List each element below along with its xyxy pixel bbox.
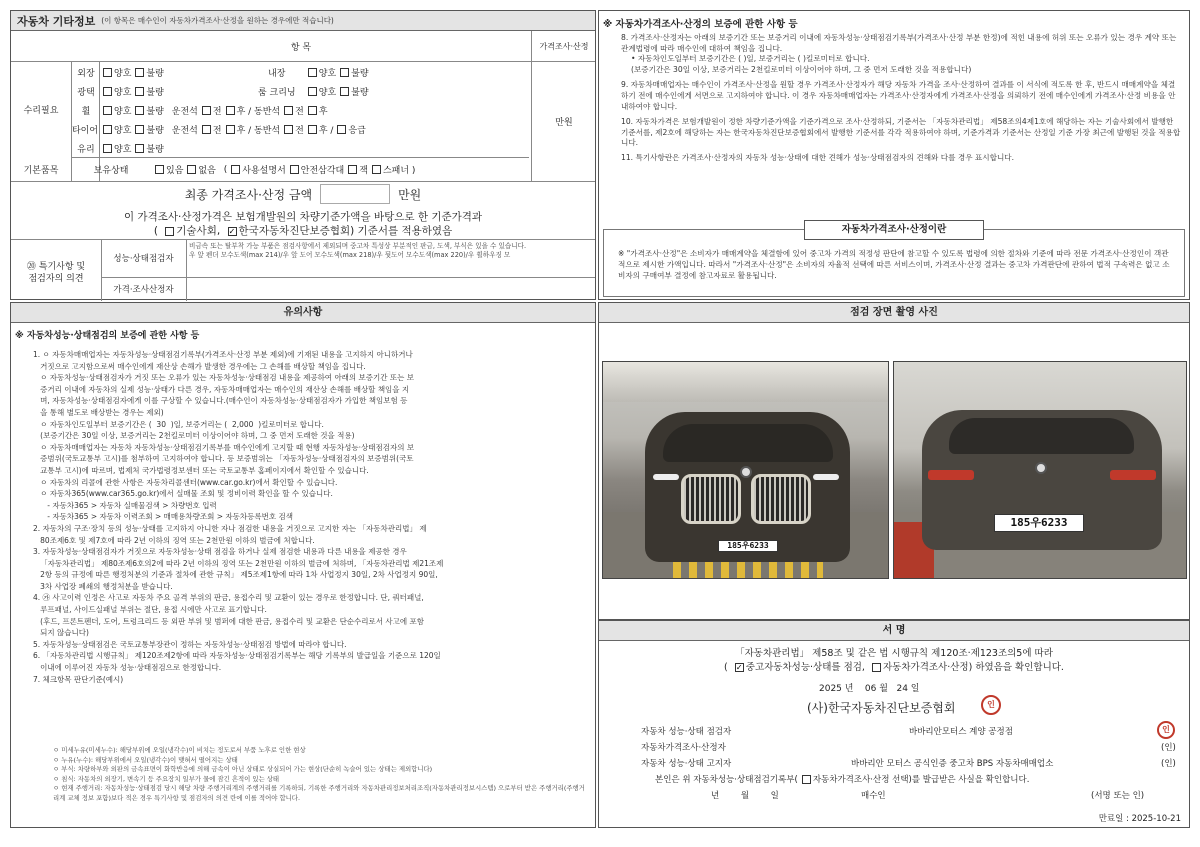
definition-text: ※ "가격조사·산정"은 소비자가 매매계약을 체결함에 있어 중고차 가격의 적정성 판단에 참고할 수 있도록 법령에 의한 절차와 기준에 따라 전문 가격조사·산정인이 객관적으로 제시한 가액입니다. 따라서 "가격조사·산정"은 소비자의 자율적 선택에 따른 서비스이며, 가격조사·산정 결과는 중고차 가격판단에 관하여 법적 구속력은 없고 소비자의 구매여부 결정에 참고자료로 활용됩니다. <box>618 249 1170 280</box>
notes-criteria-line: ㅇ 누유(누수): 해당부위에서 오일(냉각수)이 맺혀서 떨어지는 상태 <box>53 755 238 764</box>
photos-section <box>598 302 1190 620</box>
checkbox[interactable] <box>135 68 144 77</box>
checkbox[interactable] <box>103 144 112 153</box>
checkbox-inspection[interactable]: ✓ <box>735 663 743 672</box>
association-seal: 인 <box>981 695 1001 715</box>
signature-section <box>598 620 1190 828</box>
notes-line: 증범위(국토교통부 고시)를 첨부하여 고지하여야 합니다. 등 보증범위는 「자동차성능·상태점검자의 보증범위(국토 <box>33 454 414 464</box>
notes-line: - 자동차365 > 자동차 이력조회 > 매매용차량조회 > 자동차등록번호 검색 <box>33 512 294 522</box>
section-title: 자동차 기타정보 <box>17 14 96 28</box>
final-price-input[interactable] <box>320 184 390 204</box>
notes-line: 3차 사업장 폐쇄의 행정처분을 받습니다. <box>33 581 173 591</box>
rear-license-plate: 185우6233 <box>994 514 1084 532</box>
guarantee-p8: 8. 가격조사·산정자는 아래의 보증기간 또는 보증거리 이내에 자동차성능·상태점검기록부(가격조사·산정 부분 한정)에 적힌 내용에 허위 또는 오류가 있는 경우 계약 또는 관계법령에 따라 매수인에 대하여 책임을 집니다. <box>621 33 1177 53</box>
repair-row-gloss: 광택 양호 불량 룸 크리닝 양호 불량 <box>77 87 369 98</box>
signer-row-1: 자동차 성능·상태 점검자 바바리안모터스 계양 공정점 인 <box>641 725 1179 739</box>
checkbox[interactable] <box>308 125 317 134</box>
repair-row-exterior: 외장 양호 불량 내장 양호 불량 <box>77 68 369 79</box>
guarantee-p8b: • 자동차인도일부터 보증기간은 ( )일, 보증거리는 ( )킬로미터로 합니다. <box>631 54 870 64</box>
checkbox[interactable] <box>103 87 112 96</box>
price-header: 가격조사·산정 <box>539 41 589 51</box>
notes-criteria-line: ㅇ 미세누유(미세누수): 해당부위에 오일(냉각수)이 비치는 정도로서 부품 노후로 인한 현상 <box>53 746 306 754</box>
notes-line: ㅇ 자동차성능·상태점검자가 거짓 또는 오류가 있는 자동차성능·상태점검 내용을 제공하여 아래의 보증기간 또는 보 <box>33 373 415 383</box>
checkbox[interactable] <box>135 87 144 96</box>
receipt-line: 본인은 위 자동차성능·상태점검기록부( 자동차가격조사·산정 선택)를 발급받은 사실을 확인합니다. <box>655 775 1030 785</box>
checkbox[interactable] <box>284 125 293 134</box>
checkbox[interactable] <box>308 87 317 96</box>
notes-line: 80조제6호 및 제7호에 따라 2년 이하의 징역 또는 2천만원 이하의 벌금에 처합니다. <box>33 535 315 545</box>
checkbox[interactable] <box>372 165 381 174</box>
notes-line: 을 통해 별도로 배상받는 경우는 제외) <box>33 407 164 417</box>
notes-line: - 자동차365 > 자동차 실매물검색 > 차량번호 입력 <box>33 500 217 510</box>
checkbox[interactable] <box>187 165 196 174</box>
notes-criteria-line: ㅇ 현재 주행거리: 자동차성능·상태점검 당시 해당 차량 주행거리계의 주행거리를 기록하되, 기록한 주행거리와 자동차관리정보처리조직(자동차관리정보시스템) 으로부터 받은 주행거리(주행거리계 교체 정보 포함)보다 적은 경우 특기사항 및 점검자의 의견 란에 이를 적어야 합니다. <box>53 784 585 802</box>
repair-row-glass: 유리 양호 불량 <box>77 144 164 155</box>
notes-line: 이내에 이루어진 자동차 성능·상태점검으로 한정합니다. <box>33 663 222 673</box>
repair-row-wheel: 휠 양호 불량 운전석 전 후 / 동반석 전 후 <box>81 106 328 117</box>
checkbox[interactable] <box>202 125 211 134</box>
inspection-label: 성능·상태점검자 <box>113 254 174 264</box>
notes-criteria-line: ㅇ 침식: 자동차의 외장기, 변속기 등 주요장치 일부가 물에 잠긴 흔적이 있는 상태 <box>53 774 280 783</box>
notes-line: 「자동차관리법」 제80조제6호의2에 따라 2년 이하의 징역 또는 2천만원 이하의 벌금에 처하며, 「자동차관리법 제21조제 <box>33 558 444 568</box>
checkbox[interactable] <box>103 68 112 77</box>
confirm-line: ( ✓ 중고자동차성능·상태를 점검, 자동차가격조사·산정) 하였음을 확인합니다. <box>724 662 1064 673</box>
final-price-unit: 만원 <box>398 187 422 202</box>
notes-line: ㅇ 자동차의 리콜에 관한 사항은 자동차리콜센터(www.car.go.kr)에서 확인할 수 있습니다. <box>33 477 338 487</box>
checkbox[interactable] <box>103 125 112 134</box>
checkbox-appraisal[interactable] <box>872 663 881 672</box>
checkbox[interactable] <box>231 165 240 174</box>
checkbox[interactable] <box>135 106 144 115</box>
notes-line: 1. ㅇ 자동차매매업자는 자동차성능·상태점검기록부(가격조사·산정 부분 제외)에 기재된 내용을 고지하지 아니하거나 <box>33 350 413 359</box>
signer-row-2: 자동차가격조사·산정자 (인) <box>641 743 1176 753</box>
section-subtitle: (이 항목은 매수인이 자동차가격조사·산정을 원하는 경우에만 적습니다) <box>101 16 334 25</box>
price-unit: 만원 <box>555 117 573 128</box>
notes-line: 2항 등의 규정에 따른 행정처분의 기준과 절차에 관한 규칙」 제5조제1항에 따라 1차 사업정지 30일, 2차 사업정지 90일, <box>33 570 438 580</box>
guarantee-title: ※ 자동차가격조사·산정의 보증에 관한 사항 등 <box>603 19 798 30</box>
guarantee-p9: 9. 자동차매매업자는 매수인이 가격조사·산정을 원할 경우 가격조사·산정자가 해당 자동차 가격을 조사·산정하여 결과를 이 서식에 적도록 한 후, 반드시 매매계약을 체결하기 전에 매수인에게 서면으로 고지하여야 합니다. 이 경우 자동차매매업자는 가격조사·산정자에게 가격조사·산정을 의뢰하기 전에 매수인에게 가격조사·산정 비용을 안내하여야 합니다. <box>621 80 1176 111</box>
notes-line: 4. ㉮ 사고이력 인정은 사고로 자동차 주요 골격 부위의 판금, 용접수리 및 교환이 있는 경우로 한정합니다. 단, 쿼터패널, <box>33 593 424 603</box>
checkbox-tech-society[interactable] <box>165 227 174 236</box>
checkbox[interactable] <box>226 125 235 134</box>
checkbox[interactable] <box>284 106 293 115</box>
rear-car-photo <box>893 361 1187 579</box>
notes-line: 거짓으로 고지함으로써 매수인에게 재산상 손해가 발생한 경우에는 그 손해를 배상할 책임을 집니다. <box>33 361 366 371</box>
notes-line: ㅇ 자동차매매업자는 자동차 자동차성능·상태점검기록부를 매수인에게 고지할 때 현행 자동차성능·상태점검자의 보 <box>33 442 415 452</box>
notes-line: (보증기간은 30일 이상, 보증거리는 2천킬로미터 이상이어야 하며, 그 중 먼저 도래한 것을 적용) <box>33 431 355 441</box>
notes-line: 5. 자동차성능·상태점검은 국토교통부장관이 정하는 자동차성능·상태점검 방법에 따라야 합니다. <box>33 639 347 649</box>
buyer-row: 년 월 일 매수인 (서명 또는 인) <box>711 791 1145 801</box>
checkbox[interactable] <box>290 165 299 174</box>
signer-row-3: 자동차 성능·상태 고지자 바바리안 모터스 공식인증 중고차 BPS 자동차매매업소 (인) <box>641 759 1176 769</box>
guarantee-p11: 11. 특기사항란은 가격조사·산정자의 자동차 성능·상태에 대한 견해가 성능·상태점검자의 견해와 다를 경우 표시합니다. <box>621 152 1015 162</box>
notes-title: 유의사항 <box>283 307 323 318</box>
checkbox[interactable] <box>135 144 144 153</box>
notes-line: 6. 「자동차관리법 시행규칙」 제120조제2항에 따라 자동차성능·상태점검기록부는 해당 기록부의 발급일을 기준으로 120일 <box>33 651 441 661</box>
final-price-label: 최종 가격조사·산정 금액 <box>184 187 313 202</box>
checkbox[interactable] <box>348 165 357 174</box>
definition-title: 자동차가격조사·산정이란 <box>804 220 984 240</box>
price-guarantee-section <box>598 10 1190 300</box>
appraisal-label: 가격·조사산정자 <box>113 285 174 295</box>
checkbox[interactable] <box>308 68 317 77</box>
notes-line: 7. 체크항목 판단기준(예시) <box>33 674 124 684</box>
repair-row-tire: 타이어 양호 불량 운전석 전 후 / 동반석 전 후 / 응급 <box>71 125 366 136</box>
checkbox[interactable] <box>202 106 211 115</box>
guarantee-p10: 10. 자동차가격은 보험개발원이 정한 차량기준가액을 기준가격으로 조사·산정하되, 기준서는 「자동차관리법」 제58조의4제1호에 해당하는 자는 기술사회에서 발행한 기준서를, 제2호에 해당하는 자는 한국자동차진단보증협회에서 발행한 기준서를 각각 적용하여야 하며, 기준가격과 기준서는 산정일 기준 가장 최근에 발행된 것을 적용합니다. <box>621 117 1181 148</box>
special-notes-label: ⑳ 특기사항 및 점검자의 의견 <box>26 262 86 284</box>
association-name: (사)한국자동차진단보증협회 <box>807 701 956 715</box>
checkbox[interactable] <box>135 125 144 134</box>
notes-line: (후드, 프론트펜더, 도어, 트렁크리드 등 외판 부위 및 범퍼에 대한 판금, 용접수리 및 교환은 단순수리로서 사고에 포함 <box>33 616 425 626</box>
photos-title: 점검 장면 촬영 사진 <box>850 307 938 318</box>
repair-group-label: 수리필요 <box>23 105 59 116</box>
final-price-row <box>11 181 595 207</box>
checkbox[interactable] <box>340 68 349 77</box>
checkbox[interactable] <box>103 106 112 115</box>
basis-line-2: ( 기술사회, ✓ 한국자동차진단보증협회) 기준서를 적용하였음 <box>153 225 453 237</box>
expiry-date: 만료일 : 2025-10-21 <box>1098 814 1181 824</box>
front-car-photo <box>602 361 889 579</box>
notes-line: 2. 자동차의 구조·장치 등의 성능·상태를 고지하지 아니한 자나 점검한 내용을 거짓으로 고지한 자는 「자동차관리법」 제 <box>33 523 427 533</box>
notes-line: 교통부 고시)에 따르며, 법제처 국가법령정보센터 또는 국토교통부 홈페이지에서 확인할 수 있습니다. <box>33 465 369 475</box>
inspector-seal: 인 <box>1157 721 1175 739</box>
notes-line: ㅇ 자동차인도일부터 보증기간은 ( 30 )일, 보증거리는 ( 2,000 )킬로미터로 합니다. <box>33 419 324 429</box>
appraisal-definition-box <box>603 224 1185 297</box>
inspection-text: 비금속 또는 탈부착 가능 부품은 점검사항에서 제외되며 중고차 특성상 부분적인 판금, 도색, 부식은 있을 수 있습니다. 우 앞 펜더 모수도색(max 214)/우 앞 도어 모수도색(max 218)/우 뒷도어 모수도색(max 220)/우 휠하우징 모 <box>189 242 527 259</box>
notes-line: 루프패널, 사이드실패널 부위는 절단, 용접 시에만 사고로 표기합니다. <box>33 605 267 615</box>
basis-line-1: 이 가격조사·산정가격은 보험개발원의 차량기준가액을 바탕으로 한 기준가격과 <box>123 211 483 223</box>
checkbox[interactable] <box>308 106 317 115</box>
guarantee-p8c: (보증기간은 30일 이상, 보증거리는 2천킬로미터 이상이어야 하며, 그 중 먼저 도래한 것을 적용합니다) <box>631 64 972 74</box>
notes-line: 되지 않습니다) <box>33 628 89 638</box>
basic-group-label: 기본품목 <box>23 165 59 176</box>
notes-line: 증거리 이내에 자동차의 실제 성능·상태가 다른 경우, 자동차매매업자는 매수인의 재산상 손해를 배상할 책임을 지 <box>33 384 410 394</box>
checkbox[interactable] <box>340 87 349 96</box>
notes-section <box>10 302 596 828</box>
notes-criteria-line: ㅇ 부식: 차량하부와 외판의 금속표면이 화학반응에 의해 금속이 아닌 상태로 상실되어 가는 현상(단순히 녹슬어 있는 상태는 제외합니다) <box>53 765 433 774</box>
notes-line: 3. 자동차성능·상태점검자가 거짓으로 자동차성능·상태 점검을 하거나 실제 점검한 내용과 다른 내용을 제공한 경우 <box>33 547 407 557</box>
checkbox[interactable] <box>155 165 164 174</box>
notes-line: 며, 자동차성능·상태점검자에게 이를 구상할 수 있습니다.(매수인이 자동차성능·상태점검자가 가입한 책임보험 등 <box>33 396 408 406</box>
law-line: 「자동차관리법」 제58조 및 같은 법 시행규칙 제120조·제123조의5에 따라 <box>735 648 1053 659</box>
checkbox-receipt-appraisal[interactable] <box>802 775 811 784</box>
notes-line: ㅇ 자동차365(www.car365.go.kr)에서 실매물 조회 및 정비이력 확인을 할 수 있습니다. <box>33 489 333 499</box>
issue-date: 2025 년 06 월 24 일 <box>819 684 920 694</box>
signature-title: 서 명 <box>882 625 906 636</box>
vehicle-extra-info-section <box>10 10 596 300</box>
notes-heading: ※ 자동차성능·상태점검의 보증에 관한 사항 등 <box>15 331 200 341</box>
checkbox-kada[interactable]: ✓ <box>228 226 236 236</box>
front-license-plate: 185우6233 <box>718 540 778 552</box>
item-header: 항 목 <box>290 42 312 53</box>
checkbox[interactable] <box>337 125 346 134</box>
checkbox[interactable] <box>226 106 235 115</box>
basic-items-row: 보유상태 있음 없음 ( 사용설명서 안전삼각대 잭 스패너 ) <box>93 164 416 176</box>
